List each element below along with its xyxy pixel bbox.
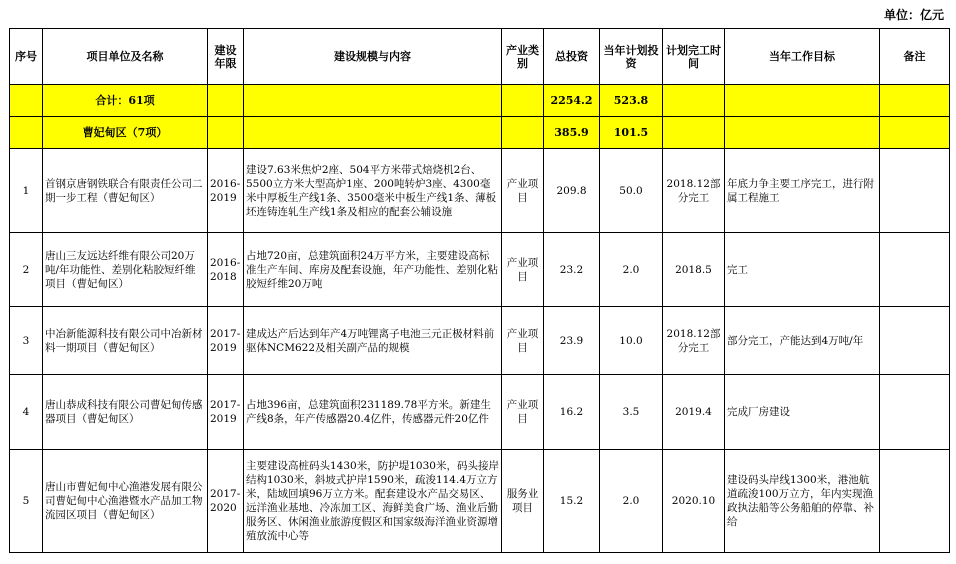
cell-scope: 建成达产后达到年产4万吨锂离子电池三元正极材料前驱体NCM622及相关副产品的规模 [244, 307, 502, 375]
cell-category: 产业项目 [502, 233, 544, 307]
cell-total: 15.2 [544, 450, 600, 553]
header-cell-total: 总投资 [544, 29, 600, 85]
cell-scope: 占地396亩，总建筑面积231189.78平方米。新建生产线8条，年产传感器20.4亿件，传感器元件20亿件 [244, 375, 502, 450]
summary-total: 2254.2 [544, 85, 600, 117]
cell-name: 首钢京唐钢铁联合有限责任公司二期一步工程（曹妃甸区） [43, 149, 208, 233]
cell-finish: 2020.10 [663, 450, 725, 553]
cell-no: 4 [10, 375, 43, 450]
cell-note [880, 375, 950, 450]
cell-plan: 50.0 [600, 149, 663, 233]
cell-goal: 部分完工，产能达到4万吨/年 [725, 307, 880, 375]
cell-years: 2017-2020 [208, 450, 244, 553]
header-cell-no: 序号 [10, 29, 43, 85]
summary-row-district [10, 117, 950, 149]
summary-label: 合计：61项 [43, 85, 208, 117]
cell-category: 产业项目 [502, 149, 544, 233]
summary-plan: 523.8 [600, 85, 663, 117]
table-row [10, 307, 950, 375]
header-cell-name: 项目单位及名称 [43, 29, 208, 85]
cell-finish: 2018.12部分完工 [663, 149, 725, 233]
header-row [10, 29, 950, 85]
cell-years: 2017-2019 [208, 307, 244, 375]
table-row [10, 375, 950, 450]
table-row [10, 233, 950, 307]
summary-plan: 101.5 [600, 117, 663, 149]
cell-note [880, 149, 950, 233]
cell-category: 产业项目 [502, 307, 544, 375]
header-cell-note: 备注 [880, 29, 950, 85]
header-cell-goal: 当年工作目标 [725, 29, 880, 85]
cell-finish: 2018.12部分完工 [663, 307, 725, 375]
cell-total: 209.8 [544, 149, 600, 233]
cell-scope: 主要建设高桩码头1430米，防护堤1030米，码头接岸结构1030米，斜坡式护岸1590米，疏浚114.4万立方米，陆域回填96万立方米。配套建设水产品交易区、远洋渔业基地、冷冻加工区、海鲜美食广场、渔业后勤服务区、休闲渔业旅游度假区和国家级海洋渔业资源增殖放流中心等 [244, 450, 502, 553]
cell-scope: 占地720亩，总建筑面积24万平方米，主要建设高标准生产车间、库房及配套设施，年产功能性、差别化粘胶短纤维20万吨 [244, 233, 502, 307]
cell-plan: 2.0 [600, 450, 663, 553]
cell-finish: 2019.4 [663, 375, 725, 450]
cell-years: 2016-2019 [208, 149, 244, 233]
project-table [9, 28, 950, 553]
summary-row-total [10, 85, 950, 117]
header-cell-finish: 计划完工时间 [663, 29, 725, 85]
header-cell-category: 产业类别 [502, 29, 544, 85]
cell-goal: 完成厂房建设 [725, 375, 880, 450]
summary-total: 385.9 [544, 117, 600, 149]
table-row [10, 450, 950, 553]
cell-scope: 建设7.63米焦炉2座、504平方米带式焙烧机2台、5500立方米大型高炉1座、200吨转炉3座、4300毫米中厚板生产线1条、3500毫米中板生产线1条、薄板坯连铸连轧生产线1条及相应的配套公辅设施 [244, 149, 502, 233]
cell-goal: 年底力争主要工序完工，进行附属工程施工 [725, 149, 880, 233]
cell-note [880, 450, 950, 553]
cell-name: 唐山市曹妃甸中心渔港发展有限公司曹妃甸中心渔港暨水产品加工物流园区项目（曹妃甸区） [43, 450, 208, 553]
cell-total: 23.2 [544, 233, 600, 307]
cell-finish: 2018.5 [663, 233, 725, 307]
summary-label: 曹妃甸区（7项） [43, 117, 208, 149]
cell-note [880, 233, 950, 307]
header-cell-years: 建设年限 [208, 29, 244, 85]
cell-note [880, 307, 950, 375]
cell-total: 16.2 [544, 375, 600, 450]
header-cell-plan: 当年计划投资 [600, 29, 663, 85]
cell-name: 中冶新能源科技有限公司中冶新材料一期项目（曹妃甸区） [43, 307, 208, 375]
header-cell-scope: 建设规模与内容 [244, 29, 502, 85]
cell-name: 唐山三友远达纤维有限公司20万吨/年功能性、差别化粘胶短纤维项目（曹妃甸区） [43, 233, 208, 307]
cell-plan: 2.0 [600, 233, 663, 307]
unit-label: 单位：亿元 [883, 8, 944, 22]
cell-goal: 建设码头岸线1300米，港池航道疏浚100万立方，年内实现渔政执法船等公务船舶的停靠、补给 [725, 450, 880, 553]
cell-plan: 3.5 [600, 375, 663, 450]
cell-years: 2017-2019 [208, 375, 244, 450]
cell-no: 2 [10, 233, 43, 307]
cell-goal: 完工 [725, 233, 880, 307]
cell-years: 2016-2018 [208, 233, 244, 307]
cell-name: 唐山恭成科技有限公司曹妃甸传感器项目（曹妃甸区） [43, 375, 208, 450]
cell-no: 3 [10, 307, 43, 375]
cell-total: 23.9 [544, 307, 600, 375]
table-row [10, 149, 950, 233]
cell-category: 产业项目 [502, 375, 544, 450]
cell-category: 服务业项目 [502, 450, 544, 553]
cell-no: 1 [10, 149, 43, 233]
cell-plan: 10.0 [600, 307, 663, 375]
cell-no: 5 [10, 450, 43, 553]
